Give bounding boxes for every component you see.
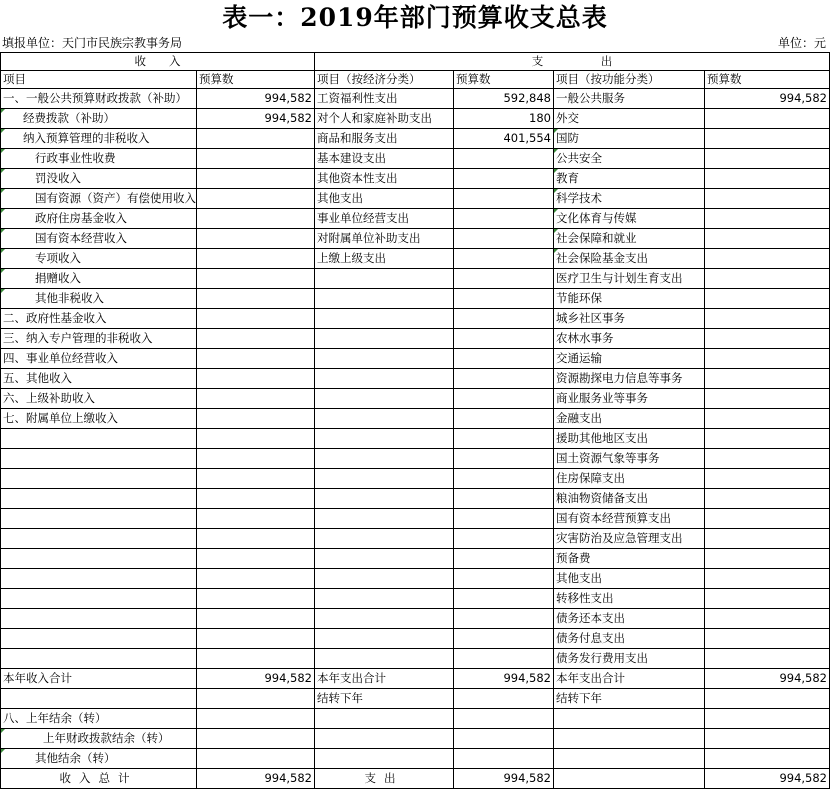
econ-budget-cell [454, 209, 554, 229]
econ-item-cell [315, 429, 454, 449]
econ-item-cell [315, 589, 454, 609]
func-budget-cell [705, 129, 830, 149]
func-budget-cell [705, 389, 830, 409]
econ-budget-cell: 592,848 [454, 89, 554, 109]
income-item-cell [1, 509, 197, 529]
func-budget-cell [705, 549, 830, 569]
func-budget-cell [705, 329, 830, 349]
table-row [1, 769, 830, 789]
econ-item-cell: 其他资本性支出 [315, 169, 454, 189]
income-budget-cell [197, 449, 315, 469]
econ-budget-cell [454, 709, 554, 729]
table-row [1, 369, 830, 389]
func-budget-cell [705, 709, 830, 729]
income-item-cell: 政府住房基金收入 [1, 209, 197, 229]
econ-item-cell [315, 489, 454, 509]
income-budget-cell [197, 209, 315, 229]
income-item-cell: 纳入预算管理的非税收入 [1, 129, 197, 149]
income-budget-cell [197, 689, 315, 709]
income-item-cell [1, 469, 197, 489]
func-budget-cell [705, 369, 830, 389]
econ-item-cell: 对个人和家庭补助支出 [315, 109, 454, 129]
table-row [1, 549, 830, 569]
func-item-cell: 文化体育与传媒 [554, 209, 705, 229]
table-row [1, 429, 830, 449]
econ-budget-cell [454, 249, 554, 269]
income-budget-cell [197, 429, 315, 449]
func-budget-cell [705, 149, 830, 169]
econ-budget-cell [454, 469, 554, 489]
func-item-cell: 商业服务业等事务 [554, 389, 705, 409]
col-header-budget: 预算数 [454, 71, 554, 89]
table-row [1, 509, 830, 529]
func-item-cell: 公共安全 [554, 149, 705, 169]
table-row [1, 329, 830, 349]
income-item-cell: 三、纳入专户管理的非税收入 [1, 329, 197, 349]
func-item-cell: 本年支出合计 [554, 669, 705, 689]
table-row [1, 629, 830, 649]
func-budget-cell [705, 269, 830, 289]
table-row [1, 229, 830, 249]
table-row [1, 209, 830, 229]
econ-budget-cell [454, 269, 554, 289]
col-header-econ-item: 项目（按经济分类） [315, 71, 454, 89]
func-item-cell [554, 709, 705, 729]
income-item-cell: 二、政府性基金收入 [1, 309, 197, 329]
income-budget-cell: 994,582 [197, 89, 315, 109]
func-item-cell: 住房保障支出 [554, 469, 705, 489]
func-budget-cell [705, 409, 830, 429]
func-item-cell: 交通运输 [554, 349, 705, 369]
econ-budget-cell: 994,582 [454, 769, 554, 789]
income-item-cell [1, 649, 197, 669]
col-header-budget: 预算数 [197, 71, 315, 89]
table-row [1, 409, 830, 429]
func-item-cell: 资源勘探电力信息等事务 [554, 369, 705, 389]
income-item-cell [1, 689, 197, 709]
econ-item-cell [315, 349, 454, 369]
table-row [1, 289, 830, 309]
income-budget-cell [197, 129, 315, 149]
econ-item-cell [315, 709, 454, 729]
econ-item-cell [315, 449, 454, 469]
func-budget-cell [705, 469, 830, 489]
table-row [1, 169, 830, 189]
income-item-cell: 六、上级补助收入 [1, 389, 197, 409]
func-item-cell: 社会保障和就业 [554, 229, 705, 249]
income-budget-cell [197, 369, 315, 389]
income-budget-cell [197, 549, 315, 569]
table-row [1, 669, 830, 689]
func-budget-cell [705, 289, 830, 309]
income-section-header: 收 入 [1, 53, 315, 71]
func-budget-cell [705, 749, 830, 769]
income-item-cell [1, 489, 197, 509]
econ-item-cell: 结转下年 [315, 689, 454, 709]
income-budget-cell [197, 609, 315, 629]
func-item-cell: 农林水事务 [554, 329, 705, 349]
income-budget-cell [197, 169, 315, 189]
econ-item-cell [315, 329, 454, 349]
econ-item-cell: 支出 [315, 769, 454, 789]
econ-item-cell [315, 289, 454, 309]
income-item-cell [1, 569, 197, 589]
econ-item-cell [315, 509, 454, 529]
econ-item-cell: 上缴上级支出 [315, 249, 454, 269]
econ-budget-cell: 994,582 [454, 669, 554, 689]
table-row [1, 189, 830, 209]
econ-budget-cell [454, 349, 554, 369]
income-budget-cell [197, 509, 315, 529]
econ-item-cell [315, 629, 454, 649]
column-header-row [1, 71, 830, 89]
func-budget-cell: 994,582 [705, 669, 830, 689]
table-row [1, 749, 830, 769]
func-item-cell [554, 749, 705, 769]
func-budget-cell [705, 189, 830, 209]
income-budget-cell [197, 749, 315, 769]
income-budget-cell [197, 269, 315, 289]
page-title: 表一：2019年部门预算收支总表 [222, 3, 608, 32]
func-budget-cell [705, 649, 830, 669]
econ-budget-cell [454, 369, 554, 389]
filler-unit-label: 填报单位：天门市民族宗教事务局 [2, 36, 183, 50]
income-budget-cell [197, 569, 315, 589]
income-item-cell: 国有资本经营收入 [1, 229, 197, 249]
table-row [1, 129, 830, 149]
func-budget-cell [705, 309, 830, 329]
func-budget-cell [705, 629, 830, 649]
income-budget-cell [197, 629, 315, 649]
table-body [1, 89, 830, 789]
func-item-cell: 国土资源气象等事务 [554, 449, 705, 469]
income-item-cell: 其他结余（转） [1, 749, 197, 769]
income-item-cell [1, 529, 197, 549]
income-budget-cell [197, 529, 315, 549]
econ-item-cell: 事业单位经营支出 [315, 209, 454, 229]
func-budget-cell [705, 729, 830, 749]
col-header-item: 项目 [1, 71, 197, 89]
income-item-cell: 本年收入合计 [1, 669, 197, 689]
table-row [1, 389, 830, 409]
income-item-cell [1, 609, 197, 629]
econ-budget-cell [454, 489, 554, 509]
econ-item-cell [315, 749, 454, 769]
func-item-cell: 教育 [554, 169, 705, 189]
income-item-cell: 罚没收入 [1, 169, 197, 189]
income-item-cell [1, 449, 197, 469]
econ-item-cell: 基本建设支出 [315, 149, 454, 169]
table-row [1, 109, 830, 129]
econ-item-cell: 商品和服务支出 [315, 129, 454, 149]
econ-item-cell [315, 269, 454, 289]
func-item-cell: 外交 [554, 109, 705, 129]
func-budget-cell [705, 169, 830, 189]
income-item-cell [1, 589, 197, 609]
econ-budget-cell [454, 309, 554, 329]
econ-item-cell [315, 409, 454, 429]
econ-item-cell [315, 469, 454, 489]
econ-item-cell: 本年支出合计 [315, 669, 454, 689]
econ-budget-cell [454, 569, 554, 589]
income-budget-cell [197, 709, 315, 729]
income-item-cell: 七、附属单位上缴收入 [1, 409, 197, 429]
currency-unit-label: 单位：元 [777, 36, 826, 50]
income-item-cell: 专项收入 [1, 249, 197, 269]
func-item-cell: 结转下年 [554, 689, 705, 709]
func-budget-cell [705, 449, 830, 469]
econ-budget-cell [454, 629, 554, 649]
income-budget-cell [197, 289, 315, 309]
income-item-cell [1, 629, 197, 649]
income-budget-cell [197, 589, 315, 609]
func-item-cell: 金融支出 [554, 409, 705, 429]
income-item-cell: 国有资源（资产）有偿使用收入 [1, 189, 197, 209]
func-item-cell [554, 729, 705, 749]
func-budget-cell [705, 609, 830, 629]
econ-budget-cell [454, 749, 554, 769]
table-row [1, 729, 830, 749]
econ-budget-cell [454, 449, 554, 469]
func-budget-cell: 994,582 [705, 89, 830, 109]
func-budget-cell [705, 229, 830, 249]
func-item-cell: 科学技术 [554, 189, 705, 209]
table-row [1, 489, 830, 509]
table-row [1, 649, 830, 669]
econ-budget-cell: 401,554 [454, 129, 554, 149]
econ-budget-cell [454, 289, 554, 309]
func-item-cell: 国有资本经营预算支出 [554, 509, 705, 529]
func-item-cell: 粮油物资储备支出 [554, 489, 705, 509]
income-budget-cell: 994,582 [197, 769, 315, 789]
econ-budget-cell [454, 429, 554, 449]
func-item-cell: 医疗卫生与计划生育支出 [554, 269, 705, 289]
income-budget-cell [197, 229, 315, 249]
func-budget-cell [705, 429, 830, 449]
income-item-cell: 上年财政拨款结余（转） [1, 729, 197, 749]
func-item-cell: 债务还本支出 [554, 609, 705, 629]
section-header-row [1, 53, 830, 71]
econ-budget-cell [454, 509, 554, 529]
econ-item-cell [315, 609, 454, 629]
func-budget-cell [705, 209, 830, 229]
income-budget-cell [197, 149, 315, 169]
income-budget-cell [197, 349, 315, 369]
econ-item-cell [315, 729, 454, 749]
income-item-cell: 其他非税收入 [1, 289, 197, 309]
econ-budget-cell [454, 189, 554, 209]
econ-budget-cell [454, 409, 554, 429]
econ-item-cell: 对附属单位补助支出 [315, 229, 454, 249]
col-header-budget: 预算数 [705, 71, 830, 89]
table-row [1, 89, 830, 109]
econ-budget-cell [454, 729, 554, 749]
table-row [1, 349, 830, 369]
econ-item-cell: 工资福利性支出 [315, 89, 454, 109]
func-budget-cell [705, 349, 830, 369]
func-item-cell: 城乡社区事务 [554, 309, 705, 329]
econ-budget-cell: 180 [454, 109, 554, 129]
table-row [1, 589, 830, 609]
col-header-func-item: 项目（按功能分类） [554, 71, 705, 89]
func-item-cell: 节能环保 [554, 289, 705, 309]
income-item-cell: 经费拨款（补助） [1, 109, 197, 129]
income-budget-cell [197, 489, 315, 509]
table-row [1, 689, 830, 709]
func-budget-cell [705, 509, 830, 529]
income-item-cell [1, 549, 197, 569]
budget-summary-table [0, 52, 830, 789]
econ-budget-cell [454, 549, 554, 569]
income-budget-cell: 994,582 [197, 669, 315, 689]
func-budget-cell [705, 589, 830, 609]
econ-budget-cell [454, 689, 554, 709]
table-row [1, 149, 830, 169]
econ-budget-cell [454, 229, 554, 249]
econ-item-cell [315, 369, 454, 389]
income-budget-cell [197, 309, 315, 329]
econ-item-cell [315, 309, 454, 329]
econ-item-cell [315, 529, 454, 549]
econ-item-cell [315, 549, 454, 569]
table-row [1, 269, 830, 289]
table-row [1, 529, 830, 549]
income-item-cell: 捐赠收入 [1, 269, 197, 289]
income-budget-cell [197, 409, 315, 429]
income-budget-cell [197, 469, 315, 489]
func-item-cell: 援助其他地区支出 [554, 429, 705, 449]
income-budget-cell [197, 389, 315, 409]
econ-budget-cell [454, 149, 554, 169]
income-item-cell [1, 429, 197, 449]
func-budget-cell: 994,582 [705, 769, 830, 789]
expense-section-header: 支 出 [315, 53, 830, 71]
income-budget-cell: 994,582 [197, 109, 315, 129]
income-budget-cell [197, 649, 315, 669]
func-item-cell: 其他支出 [554, 569, 705, 589]
income-item-cell: 四、事业单位经营收入 [1, 349, 197, 369]
func-budget-cell [705, 489, 830, 509]
econ-budget-cell [454, 649, 554, 669]
func-item-cell: 灾害防治及应急管理支出 [554, 529, 705, 549]
income-budget-cell [197, 189, 315, 209]
func-budget-cell [705, 529, 830, 549]
table-row [1, 469, 830, 489]
econ-budget-cell [454, 609, 554, 629]
income-item-cell: 五、其他收入 [1, 369, 197, 389]
func-item-cell: 债务发行费用支出 [554, 649, 705, 669]
func-budget-cell [705, 249, 830, 269]
income-budget-cell [197, 249, 315, 269]
table-row [1, 249, 830, 269]
func-item-cell: 一般公共服务 [554, 89, 705, 109]
econ-budget-cell [454, 169, 554, 189]
table-row [1, 609, 830, 629]
income-budget-cell [197, 729, 315, 749]
func-item-cell: 债务付息支出 [554, 629, 705, 649]
table-row [1, 709, 830, 729]
econ-budget-cell [454, 529, 554, 549]
func-item-cell: 转移性支出 [554, 589, 705, 609]
table-row [1, 449, 830, 469]
econ-budget-cell [454, 589, 554, 609]
func-budget-cell [705, 109, 830, 129]
income-item-cell: 一、一般公共预算财政拨款（补助） [1, 89, 197, 109]
econ-budget-cell [454, 329, 554, 349]
econ-item-cell: 其他支出 [315, 189, 454, 209]
income-item-cell: 收入总计 [1, 769, 197, 789]
func-budget-cell [705, 689, 830, 709]
func-item-cell: 社会保险基金支出 [554, 249, 705, 269]
func-item-cell: 预备费 [554, 549, 705, 569]
func-item-cell [554, 769, 705, 789]
econ-budget-cell [454, 389, 554, 409]
econ-item-cell [315, 389, 454, 409]
table-row [1, 569, 830, 589]
econ-item-cell [315, 649, 454, 669]
table-row [1, 309, 830, 329]
func-item-cell: 国防 [554, 129, 705, 149]
income-budget-cell [197, 329, 315, 349]
econ-item-cell [315, 569, 454, 589]
income-item-cell: 行政事业性收费 [1, 149, 197, 169]
income-item-cell: 八、上年结余（转） [1, 709, 197, 729]
func-budget-cell [705, 569, 830, 589]
